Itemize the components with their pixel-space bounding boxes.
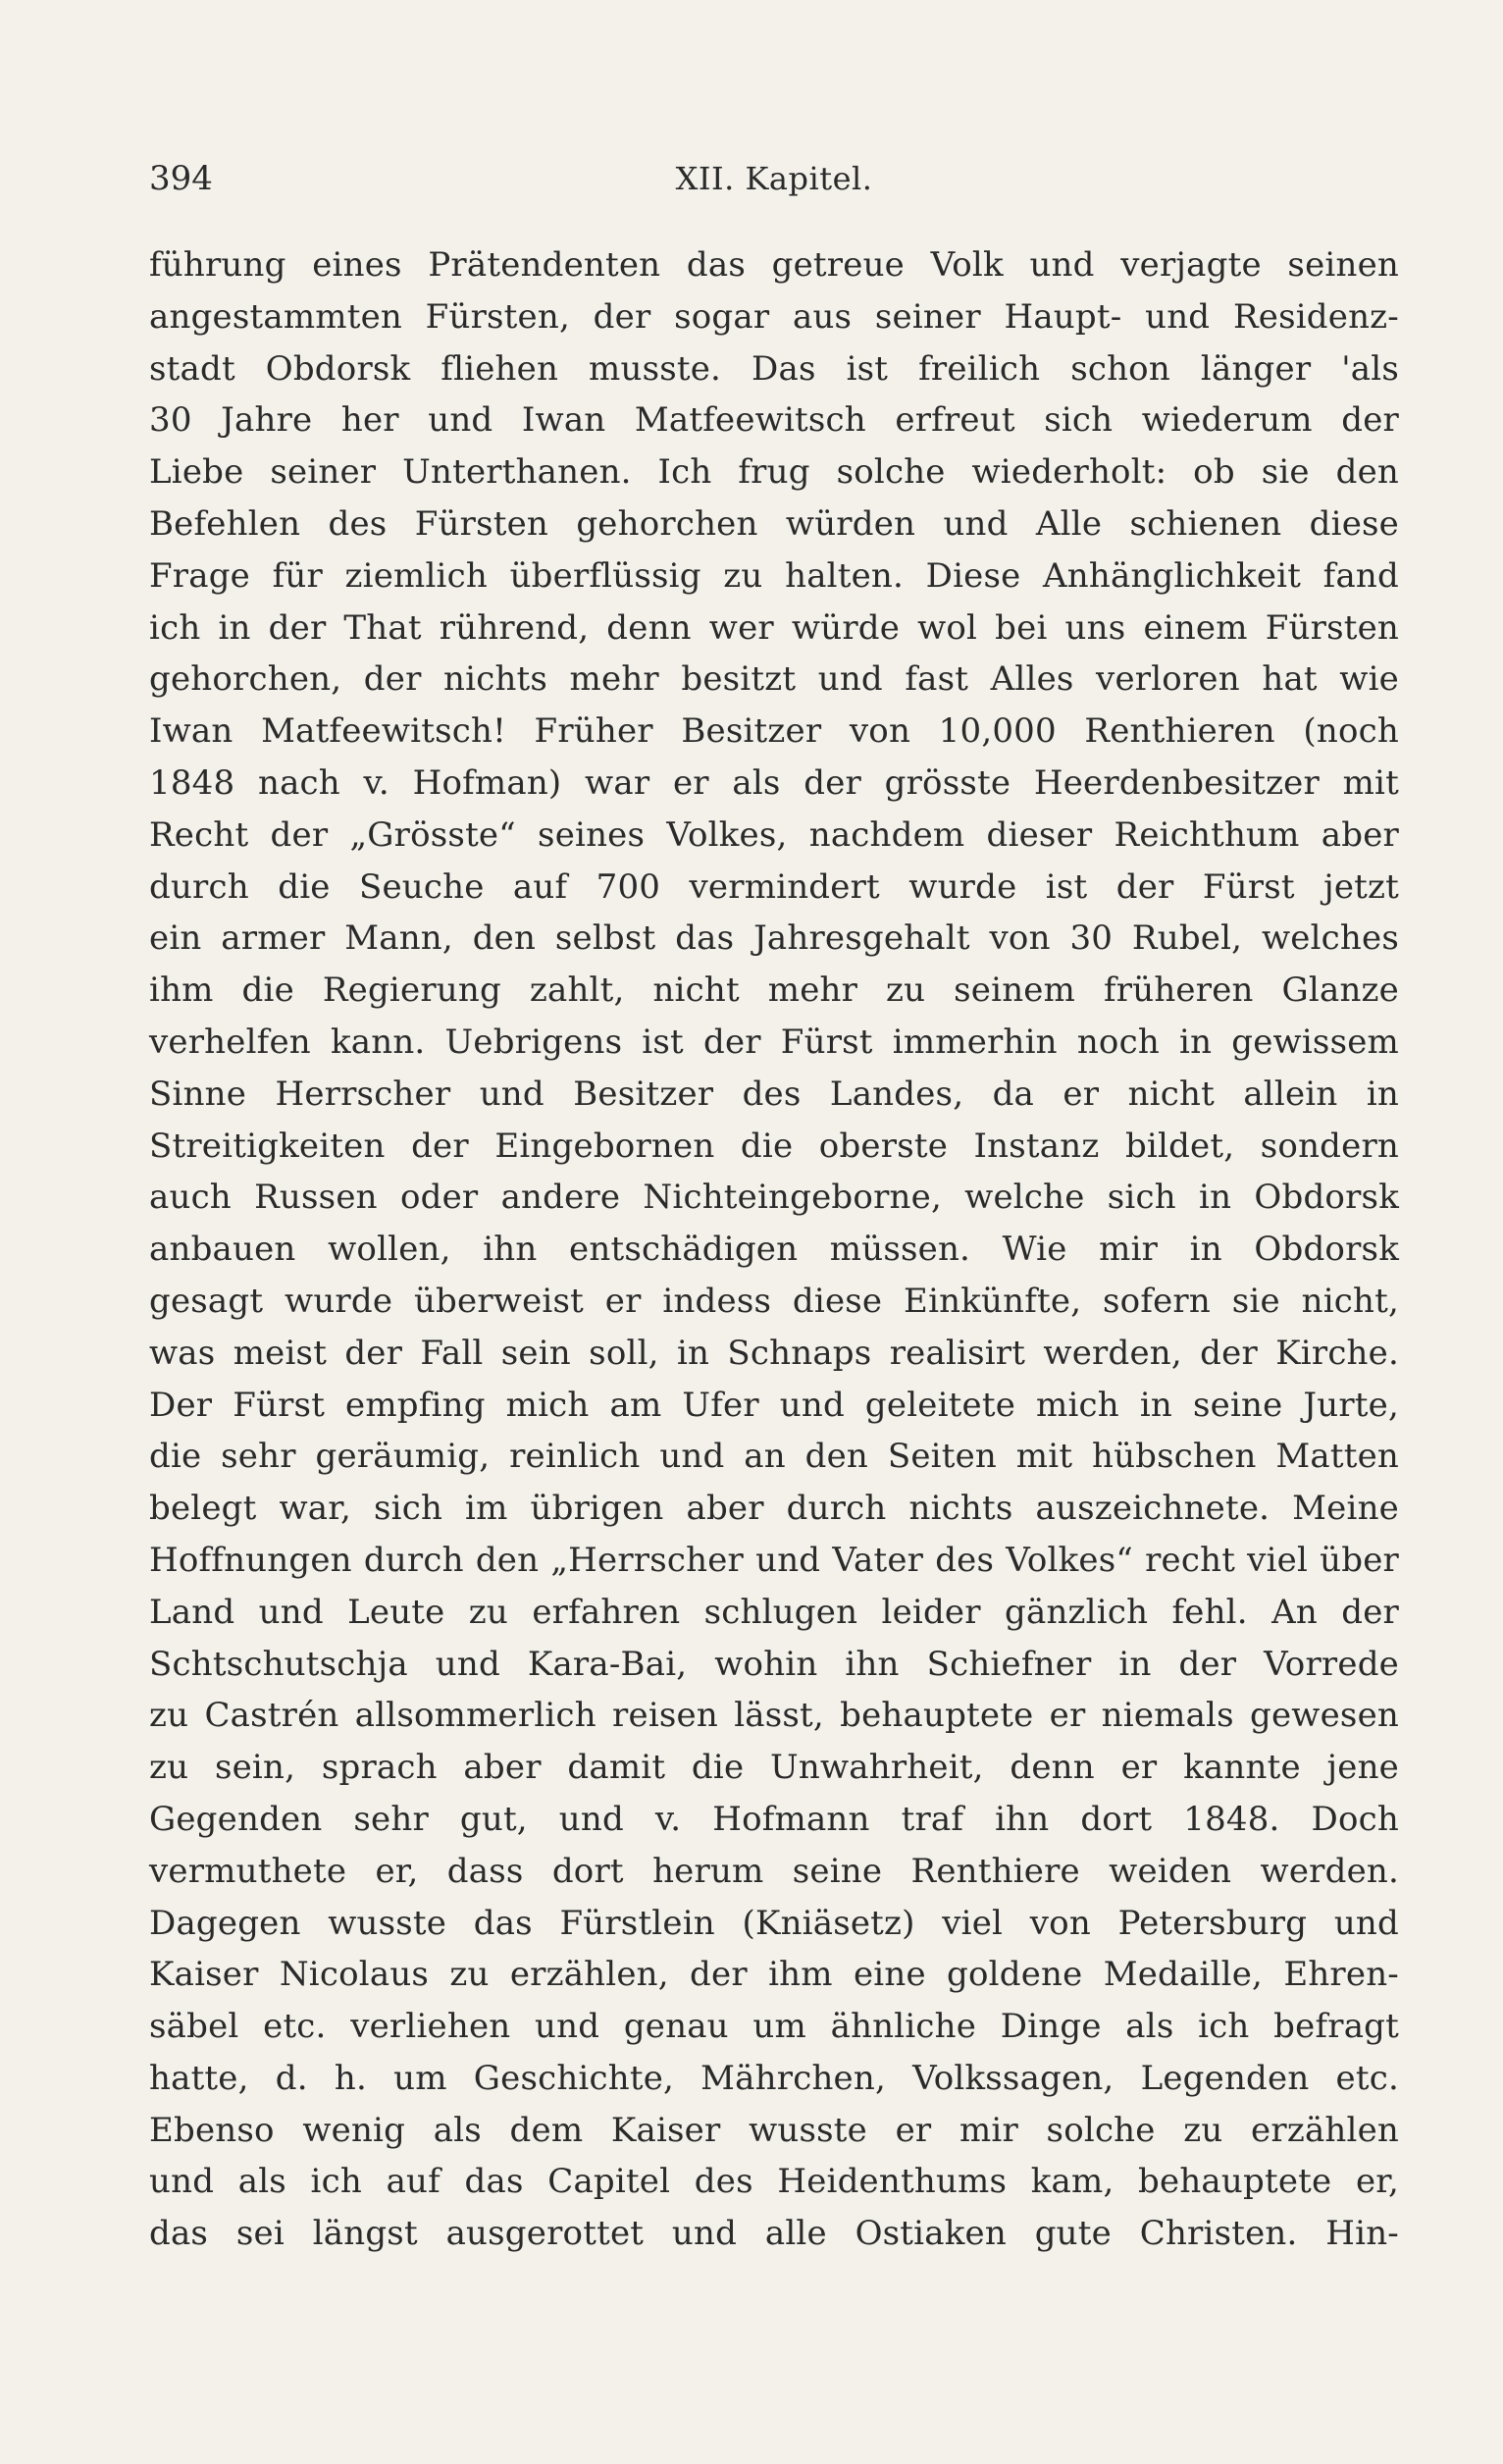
- page-number: 394: [149, 159, 213, 198]
- text-line: belegt war, sich im übrigen aber durch nichts auszeichnete. Meine: [149, 1489, 1399, 1529]
- text-line: 30 Jahre her und Iwan Matfeewitsch erfreut sich wiederum der: [149, 400, 1399, 441]
- text-line: verhelfen kann. Uebrigens ist der Fürst immerhin noch in gewissem: [149, 1022, 1399, 1062]
- running-head: [149, 157, 1399, 200]
- text-line: auch Russen oder andere Nichteingeborne, welche sich in Obdorsk: [149, 1178, 1399, 1218]
- text-line: 1848 nach v. Hofman) war er als der grösste Heerdenbesitzer mit: [149, 762, 1399, 803]
- text-line: zu sein, sprach aber damit die Unwahrheit, denn er kannte jene: [149, 1748, 1399, 1788]
- text-line: zu Castrén allsommerlich reisen lässt, behauptete er niemals gewesen: [149, 1696, 1399, 1736]
- text-line: Kaiser Nicolaus zu erzählen, der ihm eine goldene Medaille, Ehren-: [149, 1955, 1399, 1995]
- text-line: Hoffnungen durch den „Herrscher und Vater des Volkes“ recht viel über: [149, 1540, 1399, 1580]
- text-line: hatte, d. h. um Geschichte, Mährchen, Volkssagen, Legenden etc.: [149, 2058, 1399, 2098]
- text-line: ihm die Regierung zahlt, nicht mehr zu seinem früheren Glanze: [149, 970, 1399, 1011]
- text-line: stadt Obdorsk fliehen musste. Das ist freilich schon länger 'als: [149, 348, 1399, 389]
- text-line: was meist der Fall sein soll, in Schnaps realisirt werden, der Kirche.: [149, 1333, 1399, 1373]
- text-line: vermuthete er, dass dort herum seine Renthiere weiden werden.: [149, 1851, 1399, 1891]
- text-line: angestammten Fürsten, der sogar aus seiner Haupt- und Residenz-: [149, 296, 1399, 337]
- text-line: Frage für ziemlich überflüssig zu halten. Diese Anhänglichkeit fand: [149, 555, 1399, 596]
- text-line: Der Fürst empfing mich am Ufer und geleitete mich in seine Jurte,: [149, 1385, 1399, 1425]
- text-line: säbel etc. verliehen und genau um ähnliche Dinge als ich befragt: [149, 2007, 1399, 2047]
- text-line: Recht der „Grösste“ seines Volkes, nachdem dieser Reichthum aber: [149, 814, 1399, 855]
- text-line: die sehr geräumig, reinlich und an den Seiten mit hübschen Matten: [149, 1437, 1399, 1477]
- text-line: führung eines Prätendenten das getreue Volk und verjagte seinen: [149, 245, 1399, 285]
- text-line: Dagegen wusste das Fürstlein (Kniäsetz) viel von Petersburg und: [149, 1903, 1399, 1943]
- text-line: Befehlen des Fürsten gehorchen würden und Alle schienen diese: [149, 503, 1399, 544]
- chapter-title: XII. Kapitel.: [675, 160, 873, 197]
- text-line: Iwan Matfeewitsch! Früher Besitzer von 10,000 Renthieren (noch: [149, 711, 1399, 752]
- text-line: Streitigkeiten der Eingebornen die oberste Instanz bildet, sondern: [149, 1126, 1399, 1166]
- text-line: Land und Leute zu erfahren schlugen leider gänzlich fehl. An der: [149, 1592, 1399, 1632]
- text-line: gehorchen, der nichts mehr besitzt und fast Alles verloren hat wie: [149, 659, 1399, 700]
- text-line: Sinne Herrscher und Besitzer des Landes, da er nicht allein in: [149, 1074, 1399, 1114]
- text-line: das sei längst ausgerottet und alle Ostiaken gute Christen. Hin-: [149, 2214, 1399, 2254]
- text-line: ein armer Mann, den selbst das Jahresgehalt von 30 Rubel, welches: [149, 918, 1399, 959]
- text-line: Ebenso wenig als dem Kaiser wusste er mir solche zu erzählen: [149, 2110, 1399, 2150]
- body-text: [149, 239, 1399, 2260]
- text-line: durch die Seuche auf 700 vermindert wurde ist der Fürst jetzt: [149, 866, 1399, 907]
- text-line: Liebe seiner Unterthanen. Ich frug solche wiederholt: ob sie den: [149, 452, 1399, 493]
- text-line: anbauen wollen, ihn entschädigen müssen. Wie mir in Obdorsk: [149, 1230, 1399, 1270]
- text-line: Gegenden sehr gut, und v. Hofmann traf ihn dort 1848. Doch: [149, 1799, 1399, 1839]
- text-line: Schtschutschja und Kara-Bai, wohin ihn Schiefner in der Vorrede: [149, 1644, 1399, 1684]
- text-line: gesagt wurde überweist er indess diese Einkünfte, sofern sie nicht,: [149, 1281, 1399, 1321]
- text-line: und als ich auf das Capitel des Heidenthums kam, behauptete er,: [149, 2162, 1399, 2202]
- text-line: ich in der That rührend, denn wer würde wol bei uns einem Fürsten: [149, 607, 1399, 648]
